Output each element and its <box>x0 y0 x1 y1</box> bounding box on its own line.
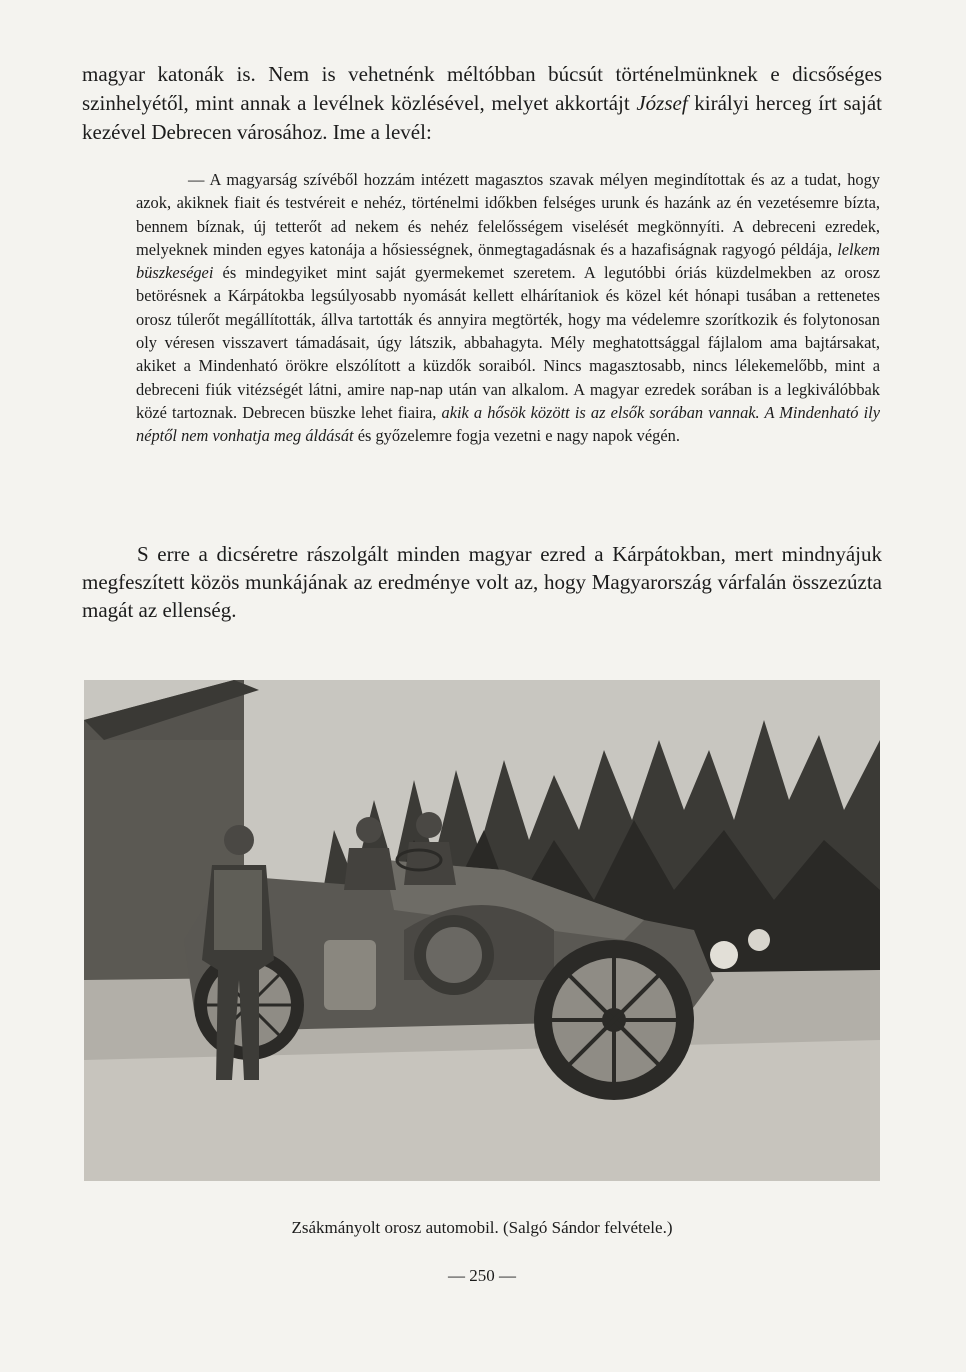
letter-italic-2: akik a hősök között is az elsők sorában vannak. A Mindenható ily néptől nem vonhatja meg áldását <box>136 402 880 446</box>
intro-text-before: magyar katonák is. Nem is vehetnénk méltóbban búcsút történelmünknek e dicsőséges szinhelyétől, mint annak a levélnek közlésével, melyet akkortájt <box>82 62 882 115</box>
letter-part-1: — A magyarság szívéből hozzám intézett magasztos szavak mélyen megindítottak és az a tudat, hogy azok, akiknek fiait és testvéreit e nehéz, történelmi időkben felséges urunk és hazánk az én vezetésemre bízta, bennem bíznak, új tetterőt ad nekem és nehéz felelősségem viselését megkönnyíti. A debreceni ezredek, melyeknek minden egyes katonája a hősiességnek, önmegtagadásnak és a hazafiságnak ragyogó példája, <box>136 170 880 259</box>
letter-quote <box>136 168 880 448</box>
car-photograph-drawing <box>84 680 880 1181</box>
car-wheel-front <box>534 940 694 1100</box>
closing-paragraph: S erre a dicséretre rászolgált minden magyar ezred a Kárpátokban, mert mindnyájuk megfeszített közös munkájának az eredménye volt az, hogy Magyarország várfalán összezúzta magát az ellenség. <box>82 542 882 622</box>
car-photograph <box>84 680 880 1181</box>
photo-caption: Zsákmányolt orosz automobil. (Salgó Sándor felvétele.) <box>291 1218 673 1237</box>
intro-text-after: királyi herceg írt saját kezével Debrecen városához. Ime a levél: <box>82 91 882 144</box>
letter-part-3: és győzelemre fogja vezetni e nagy napok végén. <box>353 426 680 446</box>
letter-part-2: és mindegyiket mint saját gyermekemet szeretem. A legutóbbi óriás küzdelmekben az orosz betörésnek a Kárpátokba legsúlyosabb nyomását kellett elhárítaniok és közel két hónapi tusában a rettenetes orosz túlerőt megállították, állva tartották és annyira megtörték, hogy ma védelemre szorítkozik és folytonosan oly véresen visszavert támadásait, úgy látszik, abbahagyta. Mély meghatottsággal fájlalom ama bajtársakat, akiket a Mindenható örökre elszólított a küzdők soraiból. Nincs magasztosabb, nincs lélekemelőbb, mint a debreceni fiúk vitézségét látni, amire nap-nap után van alkalom. A magyar ezredek sorában is a legkiválóbbak közé tartoznak. Debrecen büszke lehet fiaira, <box>136 263 880 422</box>
page-number: — 250 — <box>448 1266 516 1285</box>
intro-name-jozsef: József <box>636 91 688 115</box>
intro-paragraph <box>82 60 882 147</box>
letter-italic-1: lelkem büszkeségei <box>136 239 880 283</box>
